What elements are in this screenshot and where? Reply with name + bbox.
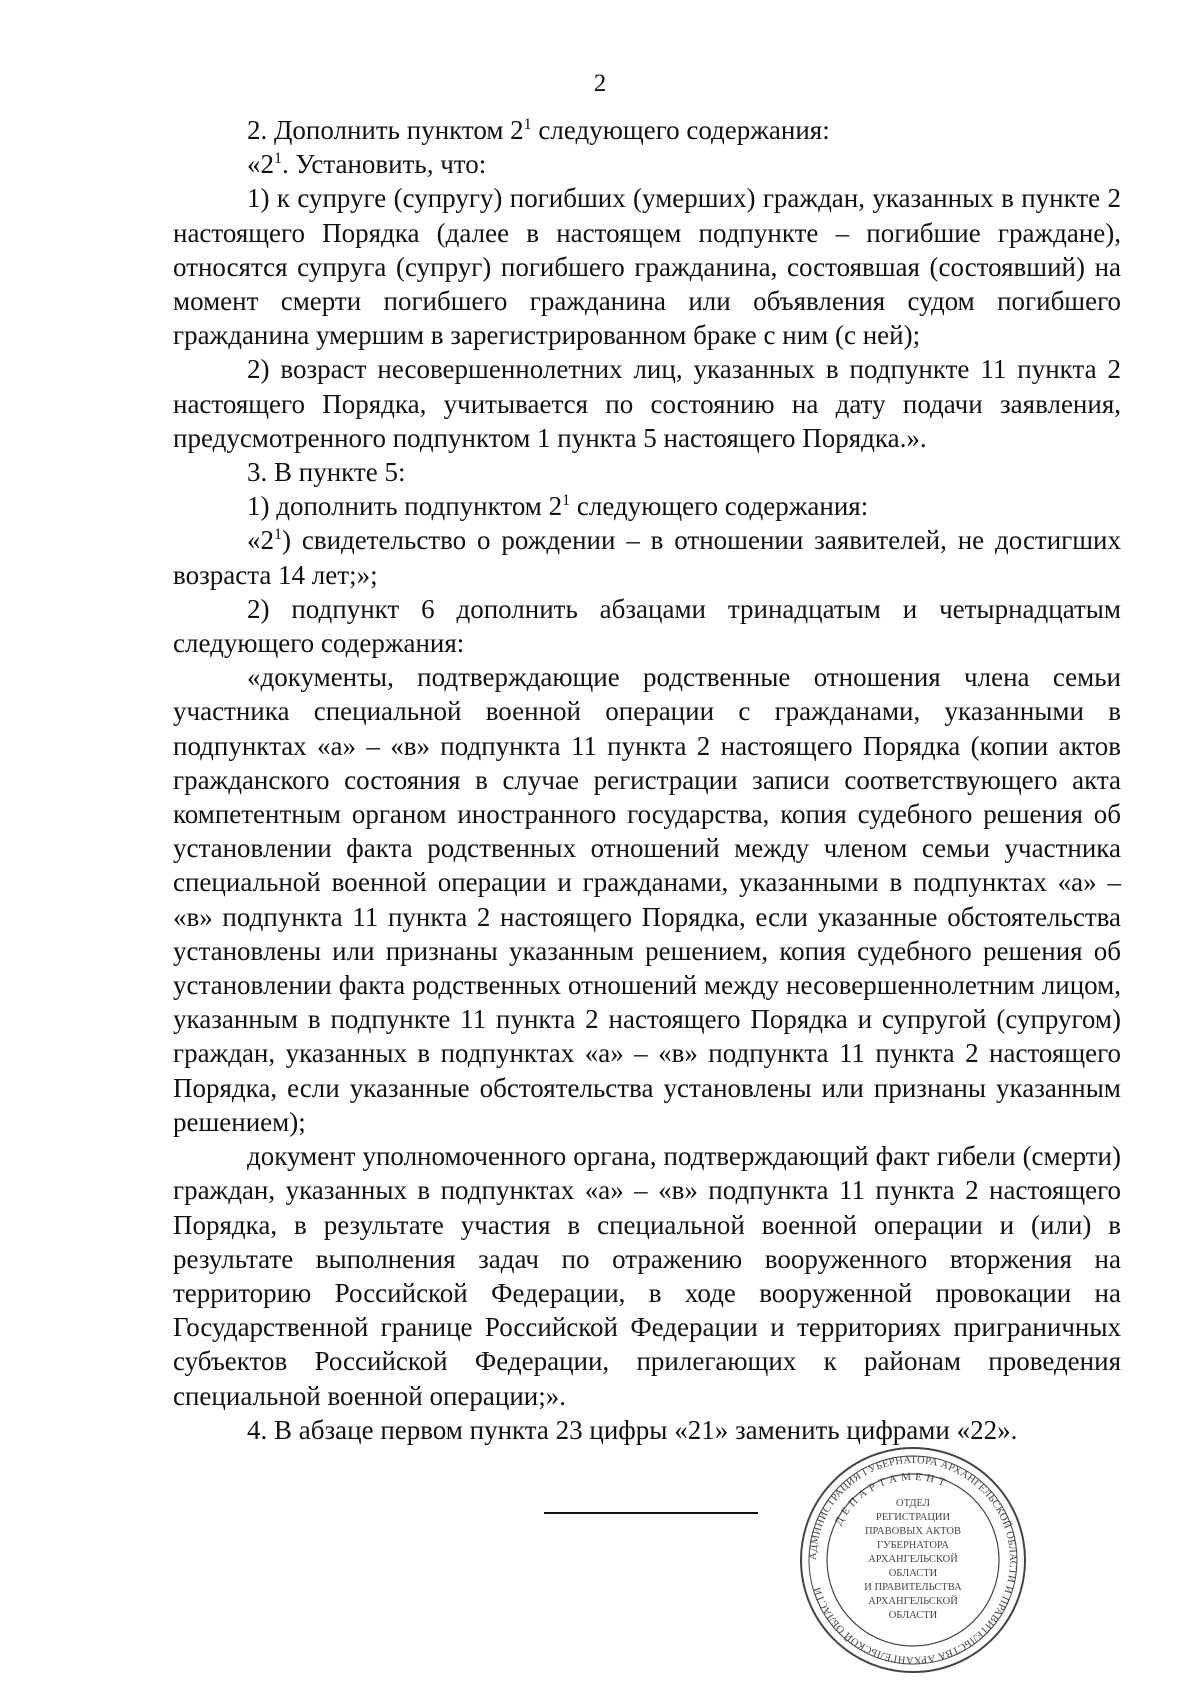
paragraph-subitem-2-age: 2) возраст несовершеннолетних лиц, указанных в подпункте 11 пункта 2 настоящего Порядка, учитывается по состоянию на дату подачи заявления, предусмотренного подпунктом 1 пункта 5 настоящего Порядка.». — [173, 354, 1121, 453]
paragraph-text: . Установить, что: — [282, 149, 487, 180]
paragraph-text: «2 — [247, 149, 274, 180]
seal-center-line: АРХАНГЕЛЬСКОЙ — [868, 1554, 958, 1565]
page-number: 2 — [593, 70, 607, 97]
paragraph-item-3: 3. В пункте 5: — [247, 457, 406, 488]
seal-top-ring-text: ДЕПАРТАМЕНТ — [832, 1470, 951, 1528]
seal-center-line: ПРАВОВЫХ АКТОВ — [864, 1526, 962, 1537]
paragraph-text: следующего содержания: — [531, 115, 830, 145]
end-rule — [544, 1512, 758, 1514]
paragraph-item-4: 4. В абзаце первом пункта 23 цифры «21» заменить цифрами «22». — [247, 1414, 1018, 1445]
paragraph-text: ) свидетельство о рождении – в отношении заявителей, не достигших возраста 14 лет;»; — [173, 525, 1121, 590]
seal-center-line: ОБЛАСТИ — [888, 1568, 938, 1579]
seal-center-line: ОБЛАСТИ — [888, 1610, 938, 1621]
paragraph-documents-relationship: «документы, подтверждающие родственные отношения члена семьи участника специальной военной операции с гражданами, указанными в подпунктах «а» – «в» подпункта 11 пункта 2 настоящего Порядка (копии актов гражданского состояния в случае регистрации записи соответствующего акта компетентным органом иностранного государства, копия судебного решения об установлении факта родственных отношений между членом семьи участника специальной военной операции и гражданами, указанными в подпунктах «а» – «в» подпункта 11 пункта 2 настоящего Порядка, если указанные обстоятельства установлены или признаны указанным решением, копия судебного решения об установлении факта родственных отношений между несовершеннолетним лицом, указанным в подпункте 11 пункта 2 настоящего Порядка и супругой (супругом) граждан, указанных в подпунктах «а» – «в» подпункта 11 пункта 2 настоящего Порядка, если указанные обстоятельства установлены или признаны указанным решением); — [173, 662, 1121, 1137]
paragraph-item-2 — [173, 113, 1121, 147]
paragraph-item-3-subitem-2: 2) подпункт 6 дополнить абзацами тринадцатым и четырнадцатым следующего содержания: — [173, 593, 1121, 659]
paragraph-document-death: документ уполномоченного органа, подтверждающий факт гибели (смерти) граждан, указанных в подпунктах «а» – «в» подпункта 11 пункта 2 настоящего Порядка, в результате участия в специальной военной операции и (или) в результате выполнения задач по отражению вооруженного вторжения на территорию Российской Федерации, в ходе вооруженной провокации на Государственной границе Российской Федерации и территориях приграничных субъектов Российской Федерации, прилегающих к районам проведения специальной военной операции;». — [173, 1141, 1121, 1411]
paragraph-text: следующего содержания: — [570, 491, 869, 522]
seal-center-line: ОТДЕЛ — [896, 1498, 930, 1509]
official-seal-stamp — [797, 1444, 1029, 1676]
seal-center-line: И ПРАВИТЕЛЬСТВА — [864, 1582, 962, 1593]
paragraph-text: «2 — [247, 525, 274, 556]
paragraph-birth-certificate — [173, 523, 1121, 591]
superscript: 1 — [523, 116, 532, 133]
seal-center-line: РЕГИСТРАЦИИ — [875, 1512, 951, 1523]
paragraph-text: 2. Дополнить пунктом 2 — [247, 115, 524, 145]
paragraph-item-3-subitem-1 — [173, 489, 1121, 523]
seal-center-line: ГУБЕРНАТОРА — [877, 1540, 949, 1551]
superscript: 1 — [562, 492, 571, 510]
paragraph-subitem-1-spouse: 1) к супруге (супругу) погибших (умерших) граждан, указанных в пункте 2 настоящего Порядка (далее в настоящем подпункте – погибшие граждане), относятся супруга (супруг) погибшего гражданина, состоявшая (состоявший) на момент смерти погибшего гражданина или объявления судом погибшего гражданина умершим в зарегистрированном браке с ним (с ней); — [173, 183, 1121, 351]
superscript: 1 — [274, 150, 282, 168]
seal-outer-ring-text: АДМИНИСТРАЦИЯ ГУБЕРНАТОРА АРХАНГЕЛЬСКОЙ ОБЛАСТИ И ПРАВИТЕЛЬСТВА АРХАНГЕЛЬСКОЙ ОБЛАСТИ — [807, 1454, 1019, 1666]
seal-center-line: АРХАНГЕЛЬСКОЙ — [868, 1596, 958, 1607]
superscript: 1 — [274, 526, 282, 544]
paragraph-item-2-1-heading — [173, 147, 1121, 181]
paragraph-text: 1) дополнить подпунктом 2 — [247, 491, 563, 522]
document-body — [173, 113, 1121, 1447]
